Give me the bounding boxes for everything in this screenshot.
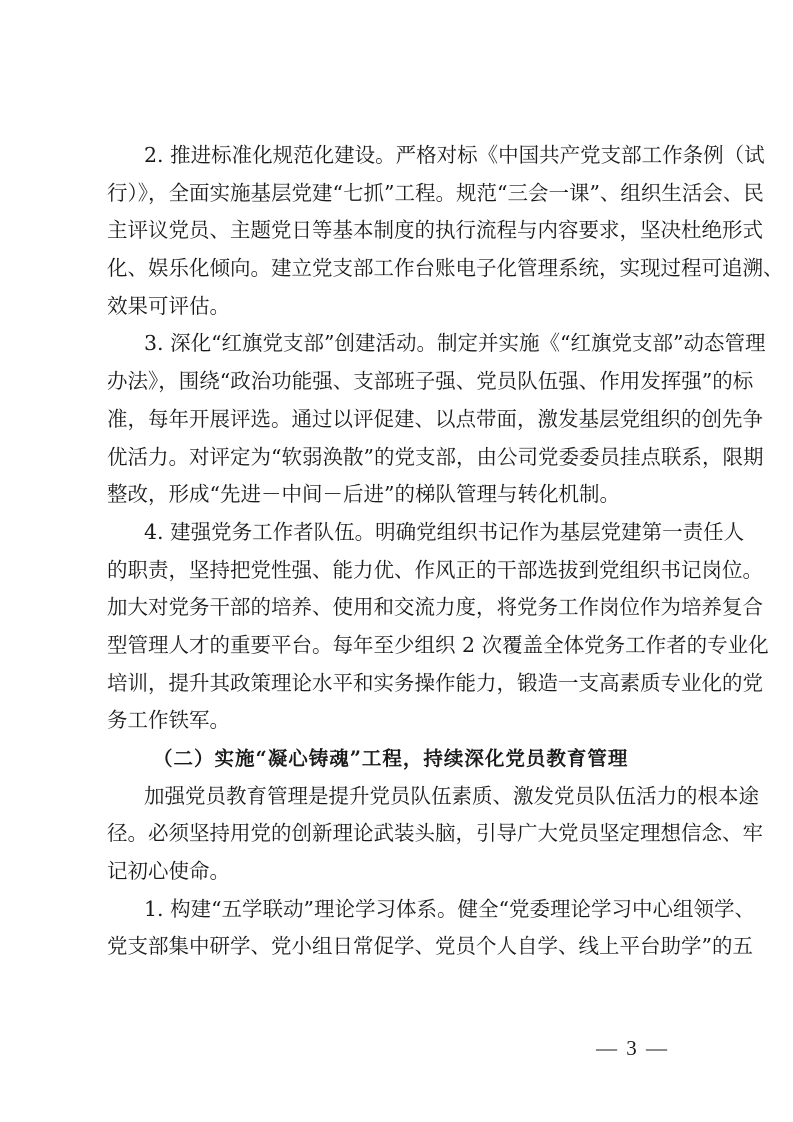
paragraph bbox=[107, 325, 766, 513]
text-line: 化、娱乐化倾向。建立党支部工作台账电子化管理系统，实现过程可追溯、 bbox=[107, 256, 784, 281]
text-line: 培训，提升其政策理论水平和实务操作能力，锻造一支高素质专业化的党 bbox=[107, 670, 763, 695]
text-line: 1. 构建“五学联动”理论学习体系。健全“党委理论学习中心组领学、 bbox=[144, 896, 756, 921]
text-line: 准，每年开展评选。通过以评促建、以点带面，激发基层党组织的创先争 bbox=[107, 406, 763, 431]
text-line: 2. 推进标准化规范化建设。严格对标《中国共产党支部工作条例（试 bbox=[144, 143, 765, 167]
text-line: 务工作铁军。 bbox=[107, 708, 230, 733]
paragraph bbox=[107, 778, 763, 891]
text-line: （二）实施“凝心铸魂”工程，持续深化党员教育管理 bbox=[153, 747, 629, 770]
text-line: 整改，形成“先进－中间－后进”的梯队管理与转化机制。 bbox=[107, 482, 620, 507]
paragraph bbox=[107, 514, 769, 740]
text-line: 优活力。对评定为“软弱涣散”的党支部，由公司党委委员挂点联系，限期 bbox=[107, 444, 764, 469]
text-line: 行）》，全面实施基层党建“七抓”工程。规范“三会一课”、组织生活会、民 bbox=[107, 180, 764, 205]
text-line: 加大对党务干部的培养、使用和交流力度，将党务工作岗位作为培养复合 bbox=[107, 595, 763, 620]
text-line: 加强党员教育管理是提升党员队伍素质、激发党员队伍活力的根本途 bbox=[144, 783, 759, 808]
paragraph bbox=[107, 891, 756, 966]
text-line: 3. 深化“红旗党支部”创建活动。制定并实施《“红旗党支部”动态管理 bbox=[144, 331, 766, 356]
text-line: 办法》，围绕“政治功能强、支部班子强、党员队伍强、作用发挥强”的标 bbox=[107, 369, 754, 394]
text-line: 党支部集中研学、党小组日常促学、党员个人自学、线上平台助学”的五 bbox=[107, 934, 753, 959]
text-line: 4. 建强党务工作者队伍。明确党组织书记作为基层党建第一责任人 bbox=[144, 519, 745, 544]
paragraph bbox=[107, 137, 784, 325]
section-heading bbox=[107, 740, 697, 778]
text-line: 型管理人才的重要平台。每年至少组织 2 次覆盖全体党务工作者的专业化 bbox=[107, 632, 769, 657]
text-line: 的职责，坚持把党性强、能力优、作风正的干部选拔到党组织书记岗位。 bbox=[107, 557, 763, 582]
text-line: 主评议党员、主题党日等基本制度的执行流程与内容要求，坚决杜绝形式 bbox=[107, 218, 763, 243]
text-line: 记初心使命。 bbox=[107, 859, 230, 884]
page-number: — 3 — bbox=[596, 1036, 669, 1060]
text-line: 效果可评估。 bbox=[107, 293, 230, 318]
text-line: 径。必须坚持用党的创新理论武装头脑，引导广大党员坚定理想信念、牢 bbox=[107, 821, 763, 846]
document-body bbox=[107, 137, 784, 966]
